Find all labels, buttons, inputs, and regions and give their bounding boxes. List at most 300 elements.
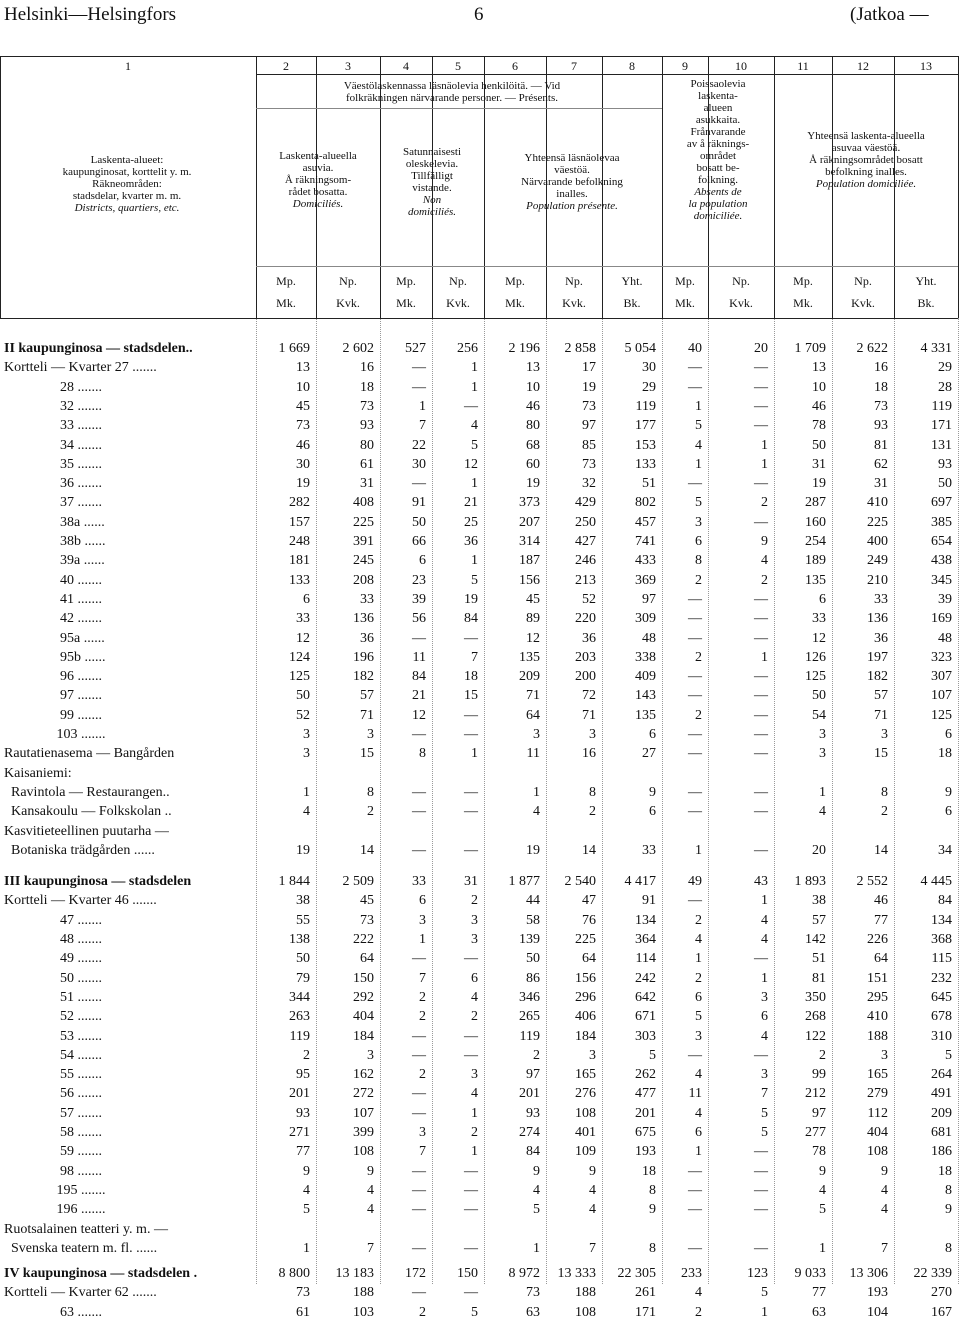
value-cell: 310 xyxy=(931,1028,952,1044)
value-cell: 21 xyxy=(412,688,426,704)
value-cell: 46 xyxy=(874,893,888,909)
value-cell: 404 xyxy=(867,1125,888,1140)
value-cell: 2 602 xyxy=(342,341,374,356)
value-cell: 1 xyxy=(819,1240,826,1256)
value-cell: 167 xyxy=(931,1304,952,1320)
value-cell: 270 xyxy=(931,1285,952,1301)
value-cell: 19 xyxy=(582,379,596,395)
value-cell: 131 xyxy=(931,437,952,453)
value-cell: — xyxy=(688,630,702,646)
block-label: Kortteli — Kvarter 46 ....... xyxy=(4,893,157,909)
block-label: 35 ....... xyxy=(4,456,102,472)
value-cell: 93 xyxy=(360,418,374,434)
value-cell: — xyxy=(464,398,478,414)
value-cell: 188 xyxy=(575,1285,596,1301)
block-label: 196 ....... xyxy=(4,1202,106,1218)
value-cell: 133 xyxy=(289,572,310,588)
value-cell: 2 xyxy=(419,1067,426,1083)
value-cell: 242 xyxy=(635,970,656,986)
value-cell: 14 xyxy=(360,842,374,858)
value-cell: 5 xyxy=(819,1202,826,1218)
value-cell: 133 xyxy=(635,456,656,472)
value-cell: 1 893 xyxy=(794,874,826,890)
value-cell: — xyxy=(754,630,768,646)
block-label: 95a ...... xyxy=(4,630,105,646)
value-cell: 4 xyxy=(367,1182,374,1198)
block-label: 38b ...... xyxy=(4,534,106,549)
value-cell: — xyxy=(688,893,702,909)
value-cell: — xyxy=(688,727,702,742)
value-cell: 6 xyxy=(419,893,426,909)
value-cell: 45 xyxy=(526,591,540,607)
block-label: 49 ....... xyxy=(4,951,102,967)
value-cell: 51 xyxy=(812,951,826,967)
column-number: 13 xyxy=(920,59,932,73)
value-cell: 404 xyxy=(353,1009,374,1025)
value-cell: — xyxy=(754,804,768,820)
value-cell: 265 xyxy=(519,1009,540,1025)
value-cell: 40 xyxy=(688,341,702,356)
value-cell: 50 xyxy=(812,437,826,453)
temporary-header: Tillfälligt xyxy=(411,170,453,182)
value-cell: 2 xyxy=(471,893,478,909)
value-cell: — xyxy=(688,360,702,376)
value-cell: 125 xyxy=(805,669,826,685)
value-cell: — xyxy=(754,1202,768,1218)
value-cell: 6 xyxy=(695,989,702,1005)
value-cell: 25 xyxy=(464,514,478,530)
value-cell: 264 xyxy=(931,1067,952,1083)
block-label: 103 ....... xyxy=(4,727,106,742)
value-cell: 119 xyxy=(519,1028,540,1044)
value-cell: 4 xyxy=(303,1182,310,1198)
value-cell: 4 417 xyxy=(624,874,656,890)
value-cell: 1 xyxy=(419,932,426,947)
value-cell: 201 xyxy=(519,1086,540,1102)
value-cell: 160 xyxy=(805,514,826,530)
value-cell: 7 xyxy=(881,1240,888,1256)
value-cell: 63 xyxy=(812,1304,826,1320)
value-cell: — xyxy=(464,630,478,646)
value-cell: 2 858 xyxy=(564,341,596,356)
value-cell: 19 xyxy=(296,842,310,858)
value-cell: 12 xyxy=(412,707,426,723)
temporary-header: Satunnaisesti xyxy=(402,146,462,158)
value-cell: 2 xyxy=(419,989,426,1005)
value-cell: — xyxy=(688,746,702,762)
value-cell: 193 xyxy=(867,1285,888,1301)
value-cell: 30 xyxy=(412,456,426,472)
value-cell: — xyxy=(412,1163,426,1179)
value-cell: 119 xyxy=(635,398,656,414)
value-cell: 189 xyxy=(805,553,826,569)
value-cell: 1 xyxy=(695,398,702,414)
domiciled-header: rådet bosatta. xyxy=(288,186,348,198)
value-cell: 7 xyxy=(471,649,478,665)
value-cell: 9 xyxy=(945,1202,952,1218)
value-cell: 6 xyxy=(649,727,656,742)
block-label: 99 ....... xyxy=(4,707,102,723)
value-cell: 29 xyxy=(642,379,656,395)
value-cell: — xyxy=(688,784,702,800)
value-cell: 122 xyxy=(805,1028,826,1044)
value-cell: 200 xyxy=(575,669,596,685)
value-cell: 93 xyxy=(874,418,888,434)
value-cell: 2 xyxy=(367,804,374,820)
value-cell: 73 xyxy=(582,456,596,472)
stub-header: Districts, quartiers, etc. xyxy=(74,202,180,214)
value-cell: 1 xyxy=(471,746,478,762)
value-cell: 7 xyxy=(419,418,426,434)
value-cell: 9 xyxy=(589,1163,596,1179)
temporary-header: domiciliés. xyxy=(408,206,456,218)
value-cell: 5 xyxy=(471,437,478,453)
block-label: 97 ....... xyxy=(4,688,102,704)
column-number: 1 xyxy=(125,59,131,73)
value-cell: 2 xyxy=(695,912,702,928)
value-cell: 33 xyxy=(412,874,426,890)
value-cell: 73 xyxy=(582,398,596,414)
value-cell: 232 xyxy=(931,970,952,986)
value-cell: 61 xyxy=(360,456,374,472)
absent-header: Poissaolevia xyxy=(690,78,746,90)
body-column-rule xyxy=(546,318,547,1284)
total-present-header: Yhteensä läsnäolevaa xyxy=(524,152,620,164)
value-cell: 18 xyxy=(360,379,374,395)
value-cell: 409 xyxy=(635,669,656,685)
value-cell: 16 xyxy=(582,746,596,762)
value-cell: — xyxy=(754,1182,768,1198)
value-cell: 39 xyxy=(412,591,426,607)
value-cell: 208 xyxy=(353,572,374,588)
block-label: 63 ....... xyxy=(4,1304,102,1320)
value-cell: — xyxy=(464,804,478,820)
value-cell: 8 xyxy=(367,784,374,800)
value-cell: 4 xyxy=(589,1182,596,1198)
value-cell: 125 xyxy=(931,707,952,723)
value-cell: 4 xyxy=(471,989,478,1005)
value-cell: 2 xyxy=(695,970,702,986)
value-cell: 1 877 xyxy=(508,874,540,890)
value-cell: — xyxy=(754,514,768,530)
value-cell: 33 xyxy=(874,591,888,607)
value-cell: 165 xyxy=(575,1067,596,1083)
value-cell: 3 xyxy=(471,1067,478,1083)
absent-header: bosatt be- xyxy=(696,162,740,174)
value-cell: — xyxy=(464,1202,478,1218)
value-cell: 20 xyxy=(754,341,768,356)
total-present-header: Population présente. xyxy=(526,200,618,212)
population-table xyxy=(0,56,960,1320)
value-cell: 19 xyxy=(464,591,478,607)
value-cell: 13 333 xyxy=(557,1266,596,1282)
value-cell: 276 xyxy=(575,1086,596,1102)
value-cell: 279 xyxy=(867,1086,888,1102)
value-cell: 802 xyxy=(635,495,656,511)
value-cell: 207 xyxy=(519,514,540,530)
value-cell: 91 xyxy=(642,893,656,909)
value-cell: 28 xyxy=(938,379,952,395)
value-cell: 296 xyxy=(575,989,596,1005)
value-cell: 6 xyxy=(819,591,826,607)
value-cell: 233 xyxy=(681,1266,702,1282)
absent-header: alueen xyxy=(703,102,733,114)
value-cell: 1 xyxy=(533,784,540,800)
value-cell: 3 xyxy=(881,727,888,742)
value-cell: 19 xyxy=(526,842,540,858)
value-cell: 4 xyxy=(761,912,768,928)
value-cell: 6 xyxy=(761,1009,768,1025)
value-cell: 225 xyxy=(575,932,596,947)
value-cell: 12 xyxy=(812,630,826,646)
value-cell: — xyxy=(412,1086,426,1102)
column-number: 12 xyxy=(857,59,869,73)
value-cell: 78 xyxy=(812,418,826,434)
value-cell: 4 xyxy=(695,1067,702,1083)
value-cell: 18 xyxy=(874,379,888,395)
value-cell: 52 xyxy=(582,591,596,607)
value-cell: 50 xyxy=(296,951,310,967)
block-label: 51 ....... xyxy=(4,989,102,1005)
page-header xyxy=(0,0,960,40)
total-present-header: väestöä. xyxy=(554,164,590,176)
value-cell: 108 xyxy=(575,1304,596,1320)
value-cell: 4 xyxy=(761,1028,768,1044)
unit-header-top: Np. xyxy=(854,274,872,288)
value-cell: 11 xyxy=(412,649,426,665)
value-cell: 4 xyxy=(761,932,768,947)
body-column-rule xyxy=(484,318,485,1284)
value-cell: 5 xyxy=(695,418,702,434)
value-cell: 364 xyxy=(635,932,656,947)
value-cell: — xyxy=(688,1047,702,1063)
value-cell: 50 xyxy=(938,476,952,492)
value-cell: 477 xyxy=(635,1086,656,1102)
value-cell: 77 xyxy=(296,1144,310,1160)
value-cell: 93 xyxy=(526,1105,540,1121)
district-total-label: II kaupunginosa — stadsdelen.. xyxy=(4,341,193,356)
value-cell: 51 xyxy=(642,476,656,492)
value-cell: 3 xyxy=(419,1125,426,1140)
value-cell: 172 xyxy=(405,1266,426,1282)
value-cell: 71 xyxy=(874,707,888,723)
value-cell: 3 xyxy=(303,746,310,762)
value-cell: 6 xyxy=(945,804,952,820)
value-cell: 9 xyxy=(819,1163,826,1179)
unit-header-top: Mp. xyxy=(793,274,813,288)
value-cell: 8 xyxy=(649,1240,656,1256)
value-cell: — xyxy=(688,669,702,685)
value-cell: 77 xyxy=(874,912,888,928)
block-label: 95b ...... xyxy=(4,649,106,665)
value-cell: 73 xyxy=(874,398,888,414)
value-cell: 64 xyxy=(360,951,374,967)
unit-header-bottom: Kvk. xyxy=(336,296,360,310)
value-cell: 8 800 xyxy=(278,1266,310,1282)
block-label: 41 ....... xyxy=(4,591,102,607)
value-cell: 5 xyxy=(303,1202,310,1218)
value-cell: 50 xyxy=(412,514,426,530)
value-cell: 54 xyxy=(812,707,826,723)
value-cell: 4 331 xyxy=(920,341,952,356)
value-cell: — xyxy=(688,611,702,627)
body-column-rule xyxy=(602,318,603,1284)
block-label: Botaniska trädgården ...... xyxy=(4,842,155,858)
value-cell: 16 xyxy=(360,360,374,376)
value-cell: 22 339 xyxy=(913,1266,952,1282)
value-cell: 197 xyxy=(867,649,888,665)
value-cell: 7 xyxy=(419,970,426,986)
value-cell: — xyxy=(412,360,426,376)
value-cell: 741 xyxy=(635,534,656,549)
value-cell: 6 xyxy=(945,727,952,742)
value-cell: 1 xyxy=(761,893,768,909)
value-cell: 3 xyxy=(819,727,826,742)
block-label: Rautatienasema — Bangården xyxy=(4,746,175,762)
value-cell: 20 xyxy=(812,842,826,858)
value-cell: 268 xyxy=(805,1009,826,1025)
value-cell: — xyxy=(412,842,426,858)
value-cell: 433 xyxy=(635,553,656,569)
value-cell: 95 xyxy=(296,1067,310,1083)
value-cell: — xyxy=(754,1240,768,1256)
total-domiciled-header: Population domiciliée. xyxy=(815,178,917,190)
body-column-rule xyxy=(432,318,433,1284)
value-cell: — xyxy=(412,630,426,646)
value-cell: — xyxy=(754,476,768,492)
value-cell: 213 xyxy=(575,572,596,588)
value-cell: 220 xyxy=(575,611,596,627)
value-cell: — xyxy=(464,1028,478,1044)
total-domiciled-header: Yhteensä laskenta-alueella xyxy=(807,130,925,142)
value-cell: 19 xyxy=(812,476,826,492)
value-cell: 93 xyxy=(296,1105,310,1121)
value-cell: 71 xyxy=(582,707,596,723)
value-cell: 18 xyxy=(938,1163,952,1179)
value-cell: 309 xyxy=(635,611,656,627)
colnum-rule xyxy=(256,74,958,75)
value-cell: 36 xyxy=(464,534,478,549)
value-cell: 56 xyxy=(412,611,426,627)
value-cell: 6 xyxy=(695,1125,702,1140)
value-cell: 9 033 xyxy=(794,1266,826,1282)
block-label: 53 ....... xyxy=(4,1028,102,1044)
value-cell: 8 xyxy=(695,553,702,569)
value-cell: 136 xyxy=(867,611,888,627)
value-cell: 97 xyxy=(812,1105,826,1121)
value-cell: 249 xyxy=(867,553,888,569)
value-cell: 5 xyxy=(471,572,478,588)
value-cell: 63 xyxy=(526,1304,540,1320)
value-cell: — xyxy=(464,707,478,723)
block-label: 34 ....... xyxy=(4,437,102,453)
domiciled-header: Å räkningsom- xyxy=(284,174,352,186)
value-cell: 1 xyxy=(761,456,768,472)
value-cell: 80 xyxy=(526,418,540,434)
value-cell: 4 xyxy=(761,553,768,569)
total-present-header: inalles. xyxy=(556,188,588,200)
value-cell: — xyxy=(464,842,478,858)
column-number: 5 xyxy=(455,59,461,73)
value-cell: 97 xyxy=(526,1067,540,1083)
temporary-header: oleskelevia. xyxy=(405,158,459,170)
value-cell: — xyxy=(464,1240,478,1256)
value-cell: 49 xyxy=(688,874,702,890)
value-cell: 344 xyxy=(289,989,310,1005)
value-cell: 282 xyxy=(289,495,310,511)
value-cell: 186 xyxy=(931,1144,952,1160)
value-cell: — xyxy=(412,1047,426,1063)
value-cell: 169 xyxy=(931,611,952,627)
value-cell: 64 xyxy=(874,951,888,967)
value-cell: — xyxy=(754,418,768,434)
value-cell: 97 xyxy=(582,418,596,434)
value-cell: 675 xyxy=(635,1125,656,1140)
value-cell: 256 xyxy=(457,341,478,356)
value-cell: 57 xyxy=(360,688,374,704)
value-cell: 9 xyxy=(945,784,952,800)
value-cell: 3 xyxy=(695,514,702,530)
value-cell: 400 xyxy=(867,534,888,549)
value-cell: 139 xyxy=(519,932,540,947)
value-cell: 108 xyxy=(353,1144,374,1160)
stub-header: Laskenta-alueet: xyxy=(90,154,164,166)
value-cell: 338 xyxy=(635,649,656,665)
value-cell: 2 xyxy=(471,1009,478,1025)
value-cell: 73 xyxy=(296,418,310,434)
block-label: 38a ...... xyxy=(4,514,105,530)
value-cell: 3 xyxy=(303,727,310,742)
value-cell: 385 xyxy=(931,514,952,530)
value-cell: 226 xyxy=(867,932,888,947)
value-cell: 184 xyxy=(575,1028,596,1044)
value-cell: 62 xyxy=(874,456,888,472)
block-label: 36 ....... xyxy=(4,476,102,492)
value-cell: 73 xyxy=(296,1285,310,1301)
value-cell: 212 xyxy=(805,1086,826,1102)
value-cell: 323 xyxy=(931,649,952,665)
value-cell: 5 xyxy=(945,1047,952,1063)
unit-header-top: Mp. xyxy=(396,274,416,288)
value-cell: — xyxy=(688,476,702,492)
value-cell: 1 xyxy=(761,1304,768,1320)
value-cell: 66 xyxy=(412,534,426,549)
value-cell: 373 xyxy=(519,495,540,511)
block-label: 48 ....... xyxy=(4,932,102,947)
value-cell: 151 xyxy=(867,970,888,986)
value-cell: 2 552 xyxy=(856,874,888,890)
value-cell: 107 xyxy=(353,1105,374,1121)
value-cell: 10 xyxy=(812,379,826,395)
value-cell: 31 xyxy=(464,874,478,890)
value-cell: 671 xyxy=(635,1009,656,1025)
value-cell: 1 844 xyxy=(278,874,310,890)
value-cell: 7 xyxy=(367,1240,374,1256)
value-cell: 277 xyxy=(805,1125,826,1140)
value-cell: 8 xyxy=(649,1182,656,1198)
value-cell: 78 xyxy=(812,1144,826,1160)
value-cell: 1 xyxy=(819,784,826,800)
value-cell: 9 xyxy=(533,1163,540,1179)
value-cell: 138 xyxy=(289,932,310,947)
value-cell: 115 xyxy=(931,951,952,967)
value-cell: 2 xyxy=(695,572,702,588)
block-label: Kaisaniemi: xyxy=(4,765,72,781)
column-rule xyxy=(958,56,959,318)
value-cell: — xyxy=(688,804,702,820)
value-cell: — xyxy=(754,398,768,414)
value-cell: 263 xyxy=(289,1009,310,1025)
